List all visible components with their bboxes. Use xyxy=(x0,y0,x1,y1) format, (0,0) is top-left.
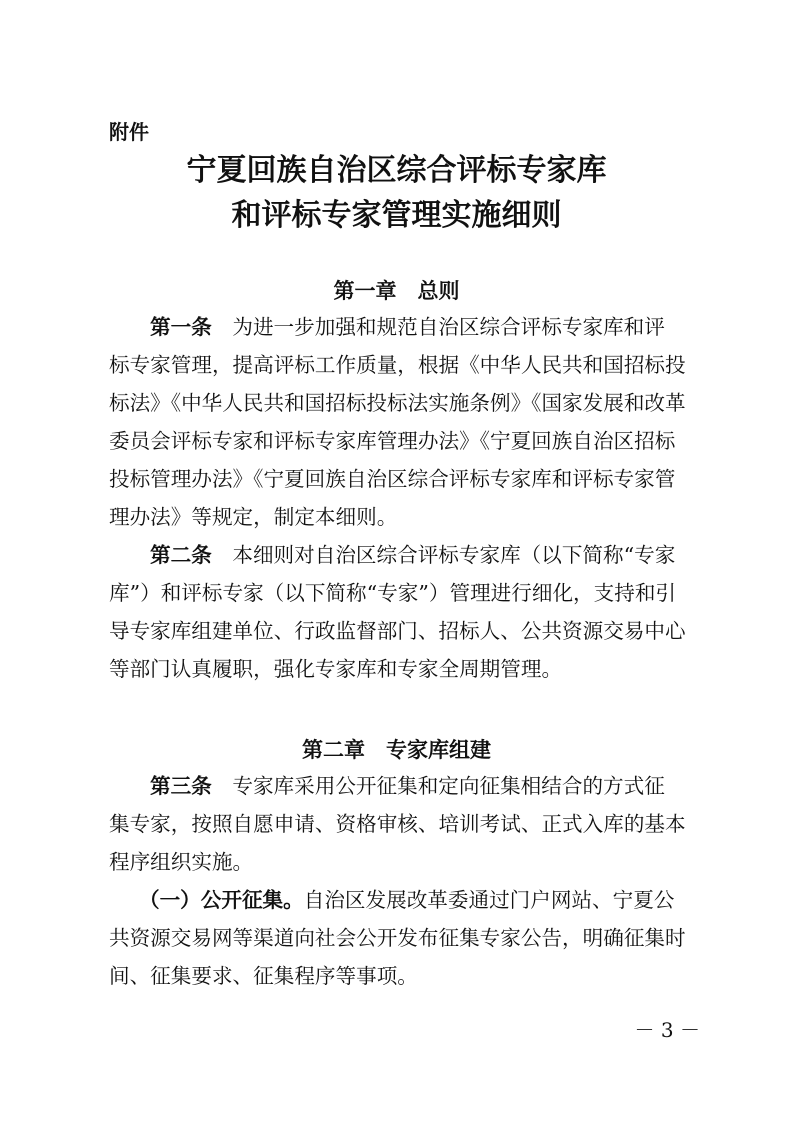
item-1-line-3: 间、征集要求、征集程序等事项。 xyxy=(109,964,418,988)
article-2-line-1: 本细则对自治区综合评标专家库（以下简称“专家 xyxy=(232,543,676,567)
chapter-1-heading: 第一章 总则 xyxy=(333,279,460,303)
article-3-line-1: 专家库采用公开征集和定向征集相结合的方式征 xyxy=(232,774,665,798)
article-1-line-2: 标专家管理，提高评标工作质量，根据《中华人民共和国招标投 xyxy=(109,353,686,377)
article-2-line-4: 等部门认真履职，强化专家库和专家全周期管理。 xyxy=(109,657,563,681)
article-2-line-3: 导专家库组建单位、行政监督部门、招标人、公共资源交易中心 xyxy=(109,619,686,643)
item-1-line-1: 自治区发展改革委通过门户网站、宁夏公 xyxy=(303,888,675,912)
article-2 xyxy=(109,536,697,688)
item-1-first-line xyxy=(109,881,697,919)
article-1 xyxy=(109,308,697,536)
article-1-line-5: 投标管理办法》《宁夏回族自治区综合评标专家库和评标专家管 xyxy=(109,467,676,491)
article-1-line-4: 委员会评标专家和评标专家库管理办法》《宁夏回族自治区招标 xyxy=(109,429,676,453)
article-1-first-line xyxy=(109,308,697,346)
article-3 xyxy=(109,767,697,881)
article-2-label: 第二条 xyxy=(150,543,233,567)
document-title-line-1: 宁夏回族自治区综合评标专家库 xyxy=(186,153,607,188)
article-2-first-line xyxy=(109,536,697,574)
article-3-line-3: 程序组织实施。 xyxy=(109,850,254,874)
page-number: － 3 － xyxy=(634,1018,700,1042)
article-3-label: 第三条 xyxy=(150,774,233,798)
article-1-line-6: 理办法》等规定，制定本细则。 xyxy=(109,505,398,529)
article-2-line-2: 库”）和评标专家（以下简称“专家”）管理进行细化，支持和引 xyxy=(109,581,677,605)
item-1-label: （一）公开征集。 xyxy=(139,888,304,912)
item-1-line-2: 共资源交易网等渠道向社会公开发布征集专家公告，明确征集时 xyxy=(109,926,686,950)
article-1-line-1: 为进一步加强和规范自治区综合评标专家库和评 xyxy=(232,315,665,339)
article-1-line-3: 标法》《中华人民共和国招标投标法实施条例》《国家发展和改革 xyxy=(109,391,686,415)
attachment-label: 附件 xyxy=(109,120,149,144)
article-1-label: 第一条 xyxy=(150,315,233,339)
document-title-line-2: 和评标专家管理实施细则 xyxy=(231,198,562,233)
article-3-line-2: 集专家，按照自愿申请、资格审核、培训考试、正式入库的基本 xyxy=(109,812,686,836)
item-1 xyxy=(109,881,697,995)
chapter-2-heading: 第二章 专家库组建 xyxy=(302,738,491,762)
article-3-first-line xyxy=(109,767,697,805)
